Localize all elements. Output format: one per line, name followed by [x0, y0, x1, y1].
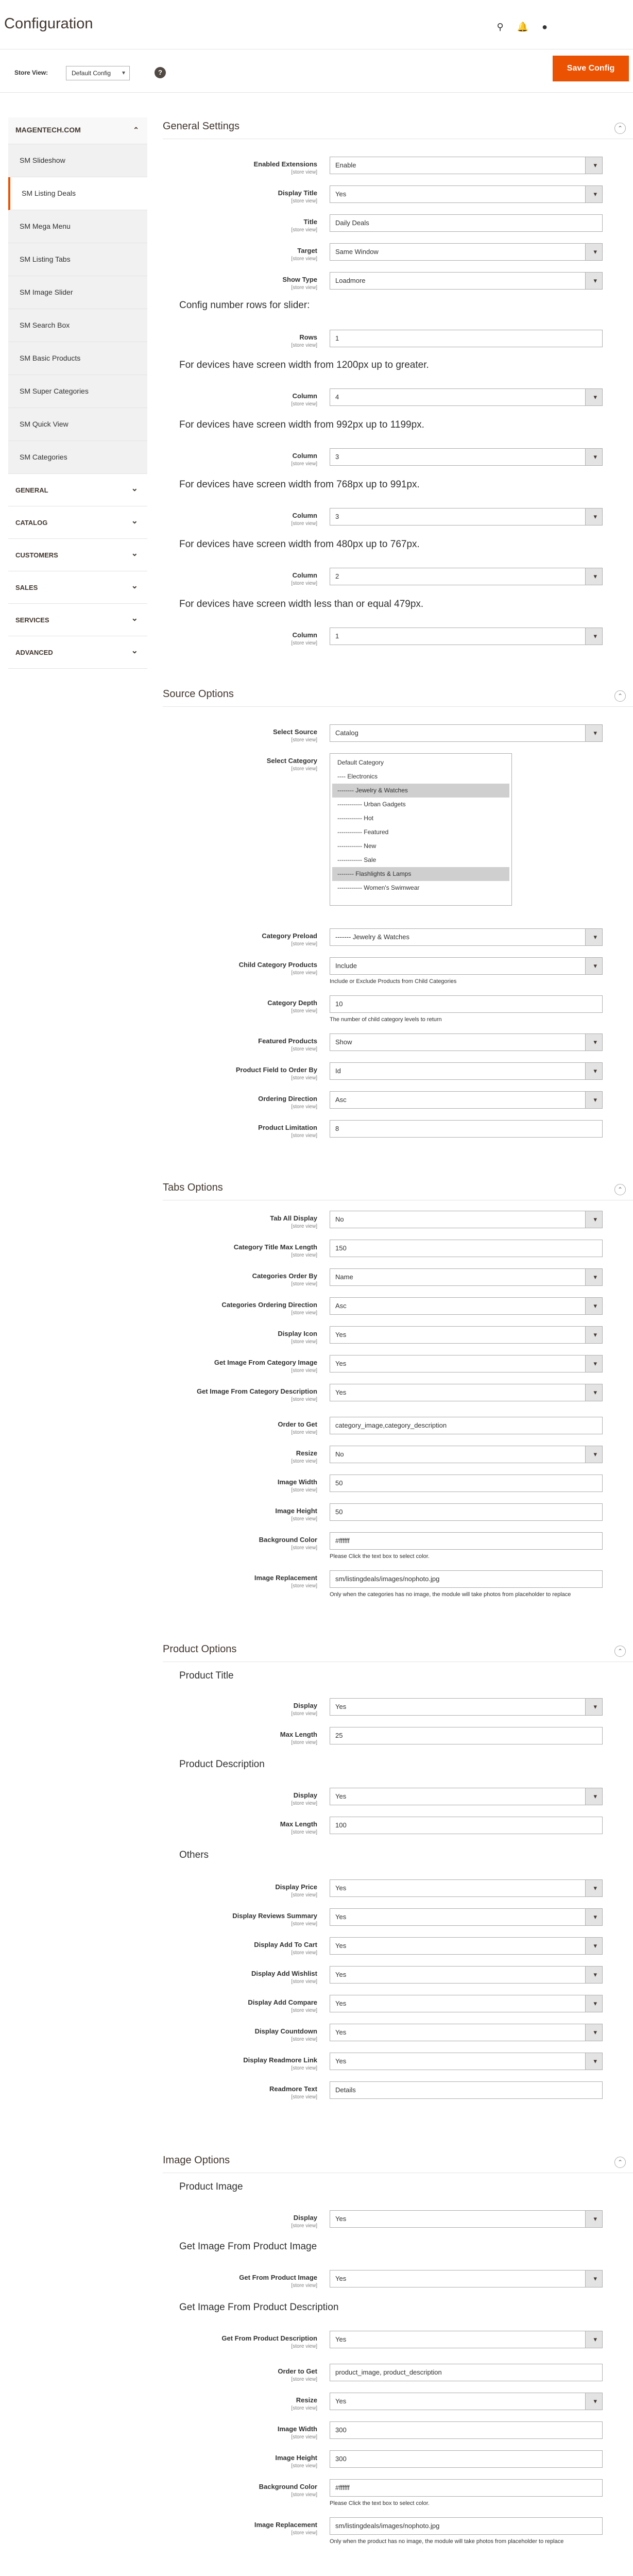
display-add-to-cart-select[interactable]: ▾ Yes: [330, 1937, 603, 1955]
field-label: Child Category Products: [238, 961, 317, 969]
display-readmore-select[interactable]: ▾ Yes: [330, 2053, 603, 2070]
field-label: Image Width: [277, 2425, 317, 2433]
image-replacement-input[interactable]: sm/listingdeals/images/nophoto.jpg: [330, 1570, 603, 1588]
scope-tag: [store view]: [291, 2530, 317, 2536]
category-depth-input[interactable]: 10: [330, 995, 603, 1013]
get-from-image-select[interactable]: ▾ Yes: [330, 2270, 603, 2287]
scope-tag: [store view]: [291, 2065, 317, 2071]
enabled-extensions-select[interactable]: ▾ Enable: [330, 157, 603, 174]
featured-products-select[interactable]: ▾ Show: [330, 1033, 603, 1051]
field-label: Display Countdown: [254, 2027, 317, 2035]
scope-tag: [store view]: [291, 2492, 317, 2498]
rows-heading: Config number rows for slider:: [179, 300, 310, 311]
scope-tag: [store view]: [291, 1740, 317, 1745]
resize-select[interactable]: ▾ No: [330, 1446, 603, 1463]
field-note: Please Click the text box to select color.: [330, 2500, 430, 2506]
scope-tag: [store view]: [291, 1104, 317, 1110]
device-480-heading: For devices have screen width from 480px up to 767px.: [179, 539, 420, 550]
category-option[interactable]: ------------ Featured: [337, 828, 389, 836]
section-title: General Settings: [163, 121, 239, 132]
help-icon[interactable]: ?: [155, 67, 166, 78]
scope-tag: [store view]: [291, 1339, 317, 1345]
section-title: Image Options: [163, 2155, 230, 2166]
category-multiselect[interactable]: [330, 753, 512, 906]
select-source-select[interactable]: ▾ Catalog: [330, 724, 603, 742]
image-from-category-select[interactable]: ▾ Yes: [330, 1355, 603, 1372]
user-icon[interactable]: ●: [542, 22, 548, 32]
sidebar-item-sm-mega-menu[interactable]: SM Mega Menu: [8, 210, 147, 243]
scope-tag: [store view]: [291, 1829, 317, 1835]
field-label: Column: [292, 571, 317, 579]
field-label: Display Price: [275, 1883, 317, 1891]
scope-label: Store View:: [14, 69, 48, 76]
tab-all-display-select[interactable]: ▾ No: [330, 1211, 603, 1228]
scope-tag: [store view]: [291, 227, 317, 233]
field-label: Image Width: [277, 1478, 317, 1486]
category-option[interactable]: ------------ Women's Swimwear: [337, 884, 420, 891]
device-768-heading: For devices have screen width from 768px up to 991px.: [179, 479, 420, 490]
scope-tag: [store view]: [291, 766, 317, 772]
child-category-select[interactable]: ▾ Include: [330, 957, 603, 975]
scope-tag: [store view]: [291, 1368, 317, 1374]
field-label: Order to Get: [278, 2367, 317, 2375]
field-label: Category Preload: [262, 932, 317, 940]
field-label: Display Add Compare: [248, 1998, 317, 2006]
category-option[interactable]: ---- Electronics: [337, 773, 378, 780]
sidebar-item-sm-image-slider[interactable]: SM Image Slider: [8, 276, 147, 309]
config-sidebar: [8, 117, 147, 669]
field-label: Featured Products: [258, 1037, 317, 1045]
page-header: [0, 0, 633, 49]
field-label: Title: [303, 218, 317, 226]
field-note: Only when the product has no image, the module will take photos from placeholder to replace: [330, 2538, 564, 2545]
scope-tag: [store view]: [291, 1397, 317, 1402]
scope-tag: [store view]: [291, 256, 317, 262]
others-heading: Others: [179, 1850, 209, 1860]
order-to-get-input[interactable]: category_image,category_description: [330, 1417, 603, 1434]
field-label: Column: [292, 452, 317, 460]
field-label: Readmore Text: [269, 2085, 317, 2093]
category-option[interactable]: ------------ Urban Gadgets: [337, 801, 406, 808]
field-label: Select Category: [266, 757, 317, 765]
sidebar-items: [8, 144, 147, 474]
scope-tag: [store view]: [291, 1583, 317, 1589]
field-label: Select Source: [273, 728, 317, 736]
scope-tag: [store view]: [291, 2037, 317, 2042]
scope-tag: [store view]: [291, 1075, 317, 1081]
field-label: Tab All Display: [270, 1214, 317, 1222]
scope-tag: [store view]: [291, 941, 317, 947]
field-label: Max Length: [280, 1820, 317, 1828]
category-option[interactable]: Default Category: [337, 759, 384, 766]
sidebar-item-sm-listing-tabs[interactable]: SM Listing Tabs: [8, 243, 147, 276]
save-config-button[interactable]: Save Config: [553, 56, 629, 81]
image-order-input[interactable]: product_image, product_description: [330, 2364, 603, 2381]
field-label: Display: [293, 2214, 317, 2222]
scope-tag: [store view]: [291, 1046, 317, 1052]
title-max-length-input[interactable]: 25: [330, 1727, 603, 1744]
field-label: Column: [292, 512, 317, 519]
notifications-icon[interactable]: 🔔: [517, 22, 529, 32]
field-label: Resize: [296, 1449, 317, 1457]
field-label: Display Icon: [278, 1330, 317, 1337]
image-options-header[interactable]: [163, 2153, 633, 2173]
field-label: Get From Product Image: [239, 2274, 317, 2281]
show-type-select[interactable]: ▾ Loadmore: [330, 272, 603, 290]
scope-tag: [store view]: [291, 1459, 317, 1464]
collapse-icon[interactable]: ⌃: [614, 1646, 626, 1657]
category-preload-select[interactable]: ▾ ------- Jewelry & Watches: [330, 928, 603, 946]
display-wishlist-select[interactable]: ▾ Yes: [330, 1966, 603, 1984]
collapse-icon[interactable]: ⌃: [614, 1184, 626, 1195]
image-from-description-select[interactable]: ▾ Yes: [330, 1384, 603, 1401]
sidebar-item-sm-listing-deals[interactable]: SM Listing Deals: [8, 177, 147, 210]
section-title: Product Options: [163, 1643, 237, 1655]
sidebar-group-sales[interactable]: SALES ⌄: [8, 571, 147, 604]
product-limitation-input[interactable]: 8: [330, 1120, 603, 1138]
target-select[interactable]: ▾ Same Window: [330, 243, 603, 261]
image-options-section: [163, 2153, 633, 2545]
title-input[interactable]: Daily Deals: [330, 214, 603, 232]
field-label: Get Image From Category Description: [196, 1387, 317, 1395]
product-description-heading: Product Description: [179, 1759, 265, 1770]
order-by-select[interactable]: ▾ Id: [330, 1062, 603, 1080]
collapse-icon[interactable]: ⌃: [614, 123, 626, 134]
display-reviews-select[interactable]: ▾ Yes: [330, 1908, 603, 1926]
sidebar-group-magentech[interactable]: MAGENTECH.COM ⌃: [8, 117, 147, 144]
field-note: Include or Exclude Products from Child Categories: [330, 978, 457, 985]
field-label: Categories Ordering Direction: [221, 1301, 317, 1309]
scope-tag: [store view]: [291, 1545, 317, 1551]
field-label: Display: [293, 1791, 317, 1799]
column-480-select[interactable]: ▾ 2: [330, 568, 603, 585]
display-countdown-select[interactable]: ▾ Yes: [330, 2024, 603, 2041]
field-label: Image Height: [275, 1507, 317, 1515]
from-product-description-heading: Get Image From Product Description: [179, 2302, 339, 2313]
field-label: Target: [297, 247, 317, 255]
scope-tag: [store view]: [291, 1008, 317, 1014]
category-option[interactable]: ------------ Hot: [337, 815, 373, 822]
product-options-header[interactable]: [163, 1641, 633, 1662]
display-icon-select[interactable]: ▾ Yes: [330, 1326, 603, 1344]
product-title-heading: Product Title: [179, 1670, 234, 1681]
sidebar-item-sm-super-categories[interactable]: SM Super Categories: [8, 375, 147, 408]
collapse-icon[interactable]: ⌃: [614, 690, 626, 702]
description-max-length-input[interactable]: 100: [330, 1817, 603, 1834]
field-label: Enabled Extensions: [253, 160, 317, 168]
field-label: Category Depth: [267, 999, 317, 1007]
scope-tag: [store view]: [291, 1281, 317, 1287]
field-label: Max Length: [280, 1731, 317, 1738]
field-label: Categories Order By: [252, 1272, 317, 1280]
field-label: Image Replacement: [254, 2521, 317, 2529]
image-display-select[interactable]: ▾ Yes: [330, 2210, 603, 2228]
scope-tag: [store view]: [291, 461, 317, 467]
product-image-height-input[interactable]: 300: [330, 2450, 603, 2468]
field-note: Please Click the text box to select color.: [330, 1553, 430, 1560]
scope-tag: [store view]: [291, 170, 317, 175]
product-image-replacement-input[interactable]: sm/listingdeals/images/nophoto.jpg: [330, 2517, 603, 2535]
scope-tag: [store view]: [291, 1711, 317, 1717]
scope-tag: [store view]: [291, 1516, 317, 1522]
scope-tag: [store view]: [291, 1430, 317, 1435]
categories-direction-select[interactable]: ▾ Asc: [330, 1297, 603, 1315]
page-title: Configuration: [4, 15, 93, 32]
ordering-direction-select[interactable]: ▾ Asc: [330, 1091, 603, 1109]
display-compare-select[interactable]: ▾ Yes: [330, 1995, 603, 2012]
get-from-description-select[interactable]: ▾ Yes: [330, 2331, 603, 2348]
column-1200-select[interactable]: ▾ 4: [330, 388, 603, 406]
scope-tag: [store view]: [291, 1979, 317, 1985]
scope-tag: [store view]: [291, 1487, 317, 1493]
field-label: Get From Product Description: [221, 2334, 317, 2342]
scope-tag: [store view]: [291, 1892, 317, 1898]
scope-tag: [store view]: [291, 1921, 317, 1927]
display-title-select[interactable]: ▾ Yes: [330, 185, 603, 203]
header-actions: [497, 22, 548, 32]
general-settings-section: [163, 118, 633, 646]
scope-tag: [store view]: [291, 2008, 317, 2013]
field-label: Display Add To Cart: [254, 1941, 317, 1948]
field-label: Display Title: [278, 189, 317, 197]
sidebar-item-sm-quick-view[interactable]: SM Quick View: [8, 408, 147, 441]
scope-tag: [store view]: [291, 581, 317, 586]
description-display-select[interactable]: ▾ Yes: [330, 1788, 603, 1805]
background-color-input[interactable]: #ffffff: [330, 1532, 603, 1550]
column-992-select[interactable]: ▾ 3: [330, 448, 603, 466]
field-label: Ordering Direction: [258, 1095, 317, 1103]
tabs-options-header[interactable]: [163, 1180, 633, 1200]
image-resize-select[interactable]: ▾ Yes: [330, 2393, 603, 2410]
product-options-section: [163, 1641, 633, 2100]
field-label: Display Reviews Summary: [232, 1912, 317, 1920]
product-image-heading: Product Image: [179, 2181, 243, 2192]
title-display-select[interactable]: ▾ Yes: [330, 1698, 603, 1716]
rows-input[interactable]: 1: [330, 330, 603, 347]
section-title: Tabs Options: [163, 1182, 223, 1193]
category-option[interactable]: ------------ New: [337, 842, 377, 850]
sidebar-group-general[interactable]: GENERAL ⌄: [8, 474, 147, 506]
scope-tag: [store view]: [291, 2377, 317, 2382]
scope-switcher-bar: [0, 49, 633, 93]
sidebar-item-sm-search-box[interactable]: SM Search Box: [8, 309, 147, 342]
field-label: Product Field to Order By: [235, 1066, 317, 1074]
field-label: Image Replacement: [254, 1574, 317, 1582]
field-label: Display Readmore Link: [243, 2056, 317, 2064]
scope-tag: [store view]: [291, 2223, 317, 2229]
source-options-header[interactable]: [163, 686, 633, 707]
scope-tag: [store view]: [291, 1252, 317, 1258]
sidebar-group-catalog[interactable]: CATALOG ⌄: [8, 506, 147, 539]
field-label: Get Image From Category Image: [214, 1359, 317, 1366]
column-768-select[interactable]: ▾ 3: [330, 508, 603, 526]
scope-tag: [store view]: [291, 521, 317, 527]
scope-tag: [store view]: [291, 2344, 317, 2349]
sidebar-item-sm-categories[interactable]: SM Categories: [8, 441, 147, 474]
scope-tag: [store view]: [291, 285, 317, 291]
scope-tag: [store view]: [291, 1950, 317, 1956]
device-1200-heading: For devices have screen width from 1200px up to greater.: [179, 360, 429, 370]
field-label: Display: [293, 1702, 317, 1709]
scope-tag: [store view]: [291, 2434, 317, 2440]
from-product-image-heading: Get Image From Product Image: [179, 2241, 317, 2252]
scope-tag: [store view]: [291, 640, 317, 646]
readmore-text-input[interactable]: Details: [330, 2081, 603, 2099]
sidebar-item-sm-basic-products[interactable]: SM Basic Products: [8, 342, 147, 375]
display-price-select[interactable]: ▾ Yes: [330, 1879, 603, 1897]
field-label: Column: [292, 631, 317, 639]
sidebar-group-services[interactable]: SERVICES ⌄: [8, 604, 147, 636]
field-note: Only when the categories has no image, the module will take photos from placeholder to replace: [330, 1591, 571, 1598]
sidebar-item-sm-slideshow[interactable]: SM Slideshow: [8, 144, 147, 177]
product-image-width-input[interactable]: 300: [330, 2421, 603, 2439]
category-option[interactable]: ------------ Sale: [337, 856, 377, 863]
category-option[interactable]: -------- Jewelry & Watches: [332, 784, 509, 798]
scope-tag: [store view]: [291, 401, 317, 407]
device-479-heading: For devices have screen width less than or equal 479px.: [179, 599, 424, 609]
device-992-heading: For devices have screen width from 992px up to 1199px.: [179, 419, 424, 430]
collapse-icon[interactable]: ⌃: [614, 2157, 626, 2168]
general-settings-header[interactable]: [163, 118, 633, 139]
product-bg-color-input[interactable]: #ffffff: [330, 2479, 603, 2497]
category-option[interactable]: -------- Flashlights & Lamps: [332, 867, 509, 881]
scope-tag: [store view]: [291, 343, 317, 348]
field-note: The number of child category levels to return: [330, 1016, 442, 1023]
image-height-input[interactable]: 50: [330, 1503, 603, 1521]
section-title: Source Options: [163, 688, 234, 700]
scope-tag: [store view]: [291, 2094, 317, 2100]
image-width-input[interactable]: 50: [330, 1475, 603, 1492]
sidebar-group-advanced[interactable]: ADVANCED ⌄: [8, 636, 147, 669]
title-max-length-input[interactable]: 150: [330, 1240, 603, 1257]
scope-tag: [store view]: [291, 198, 317, 204]
scope-tag: [store view]: [291, 737, 317, 743]
store-view-dropdown[interactable]: Default Config ▾: [66, 66, 130, 80]
scope-tag: [store view]: [291, 970, 317, 976]
field-label: Category Title Max Length: [233, 1243, 317, 1251]
field-label: Background Color: [259, 2483, 317, 2490]
scope-tag: [store view]: [291, 2283, 317, 2289]
field-label: Show Type: [282, 276, 317, 283]
field-label: Image Height: [275, 2454, 317, 2462]
scope-tag: [store view]: [291, 2463, 317, 2469]
field-label: Rows: [299, 333, 317, 341]
scope-tag: [store view]: [291, 1801, 317, 1806]
sidebar-group-customers[interactable]: CUSTOMERS ⌄: [8, 539, 147, 571]
column-479-select[interactable]: ▾ 1: [330, 628, 603, 645]
tabs-options-section: [163, 1180, 633, 1598]
search-icon[interactable]: ⚲: [497, 22, 504, 32]
categories-order-by-select[interactable]: ▾ Name: [330, 1268, 603, 1286]
field-label: Column: [292, 392, 317, 400]
field-label: Background Color: [259, 1536, 317, 1544]
field-label: Product Limitation: [258, 1124, 317, 1131]
scope-tag: [store view]: [291, 2405, 317, 2411]
field-label: Order to Get: [278, 1420, 317, 1428]
source-options-section: [163, 686, 633, 1139]
field-label: Resize: [296, 2396, 317, 2404]
scope-tag: [store view]: [291, 1310, 317, 1316]
scope-tag: [store view]: [291, 1133, 317, 1139]
field-label: Display Add Wishlist: [251, 1970, 317, 1977]
scope-tag: [store view]: [291, 1224, 317, 1229]
